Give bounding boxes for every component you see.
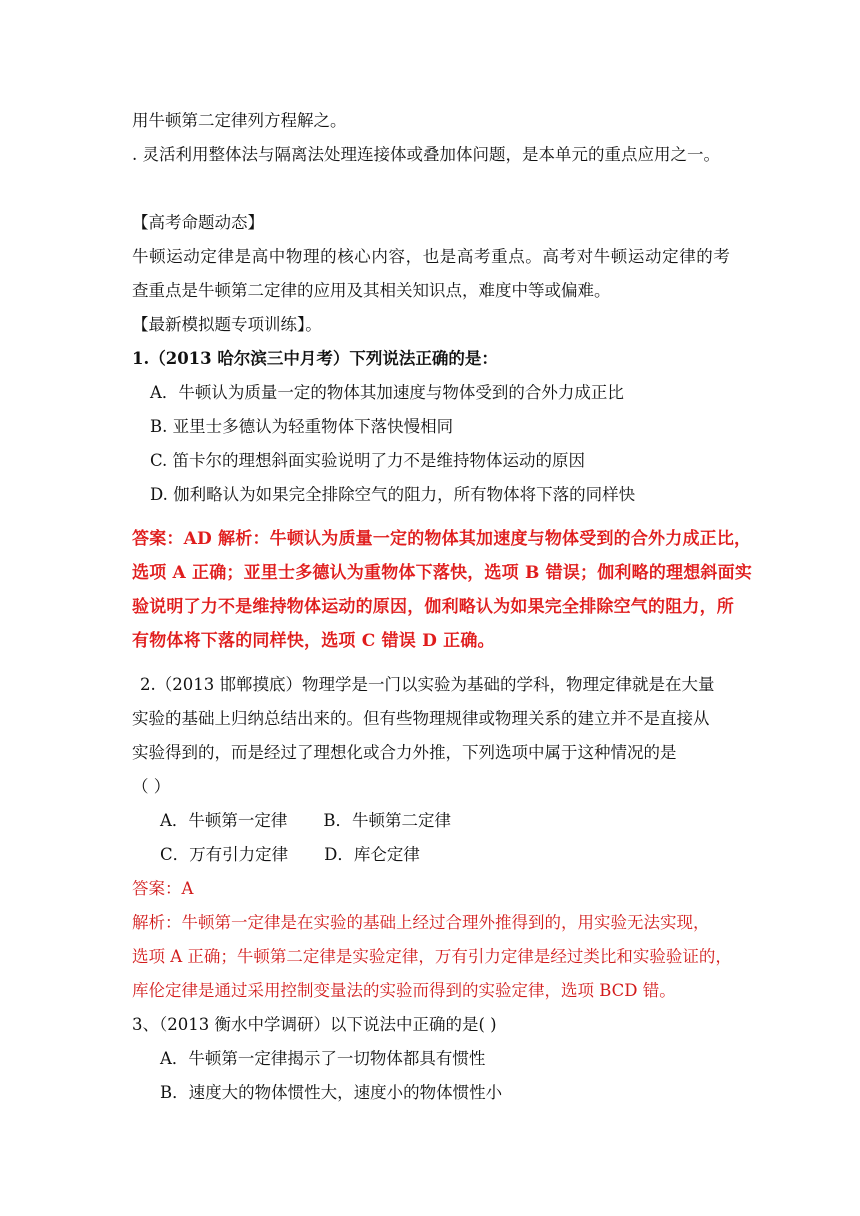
question-2-option-b: B．牛顿第二定律 — [323, 811, 452, 830]
question-2-option-a: A．牛顿第一定律 — [160, 811, 288, 830]
question-1-answer-line-2: 选项 A 正确；亚里士多德认为重物体下落快，选项 B 错误；伽利略的理想斜面实 — [132, 563, 753, 583]
section-heading-practice: 【最新模拟题专项训练】。 — [132, 315, 322, 334]
question-1-answer-line-3: 验说明了力不是维持物体运动的原因，伽利略认为如果完全排除空气的阻力，所 — [132, 597, 734, 617]
question-1-answer-line-1: 答案：AD 解析：牛顿认为质量一定的物体其加速度与物体受到的合外力成正比， — [132, 529, 752, 549]
question-2-stem-line-1: 2.（2013 邯郸摸底）物理学是一门以实验为基础的学科，物理定律就是在大量 — [140, 675, 715, 694]
question-2-blank: （ ） — [132, 777, 171, 796]
intro-line-1: 用牛顿第二定律列方程解之。 — [132, 111, 347, 130]
question-1-option-a: A．牛顿认为质量一定的物体其加速度与物体受到的合外力成正比 — [150, 383, 624, 402]
question-1-option-d: D. 伽利略认为如果完全排除空气的阻力，所有物体将下落的同样快 — [150, 485, 636, 504]
question-1-option-b: B. 亚里士多德认为轻重物体下落快慢相同 — [150, 417, 454, 436]
question-2-option-d: D．库仑定律 — [324, 845, 420, 864]
question-3-stem: 3、（2013 衡水中学调研）以下说法中正确的是( ) — [132, 1015, 497, 1034]
question-1-answer-line-4: 有物体将下落的同样快，选项 C 错误 D 正确。 — [132, 631, 495, 651]
question-2-answer: 答案：A — [132, 879, 194, 898]
question-1-stem: 1.（2013 哈尔滨三中月考）下列说法正确的是： — [132, 349, 498, 368]
section-heading-exam-trends: 【高考命题动态】 — [132, 213, 264, 232]
question-2-stem-line-2: 实验的基础上归纳总结出来的。但有些物理规律或物理关系的建立并不是直接从 — [132, 709, 710, 728]
question-3-option-a: A．牛顿第一定律揭示了一切物体都具有惯性 — [160, 1049, 486, 1068]
question-2-analysis-line-2: 选项 A 正确；牛顿第二定律是实验定律，万有引力定律是经过类比和实验验证的， — [132, 947, 732, 966]
question-3-option-b: B．速度大的物体惯性大，速度小的物体惯性小 — [160, 1083, 503, 1102]
question-2-analysis-line-3: 库伦定律是通过采用控制变量法的实验而得到的实验定律，选项 BCD 错。 — [132, 981, 676, 1000]
trends-line-1: 牛顿运动定律是高中物理的核心内容，也是高考重点。高考对牛顿运动定律的考 — [132, 247, 731, 266]
question-2-option-c: C．万有引力定律 — [160, 845, 289, 864]
question-2-analysis-line-1: 解析：牛顿第一定律是在实验的基础上经过合理外推得到的，用实验无法实现， — [132, 913, 710, 932]
question-2-stem-line-3: 实验得到的，而是经过了理想化或合力外推，下列选项中属于这种情况的是 — [132, 743, 677, 762]
trends-line-2: 查重点是牛顿第二定律的应用及其相关知识点，难度中等或偏难。 — [132, 281, 611, 300]
question-2-options-row-1 — [160, 810, 451, 832]
question-1-option-c: C. 笛卡尔的理想斜面实验说明了力不是维持物体运动的原因 — [150, 451, 586, 470]
intro-line-2: . 灵活利用整体法与隔离法处理连接体或叠加体问题，是本单元的重点应用之一。 — [132, 145, 720, 164]
question-2-options-row-2 — [160, 844, 420, 866]
